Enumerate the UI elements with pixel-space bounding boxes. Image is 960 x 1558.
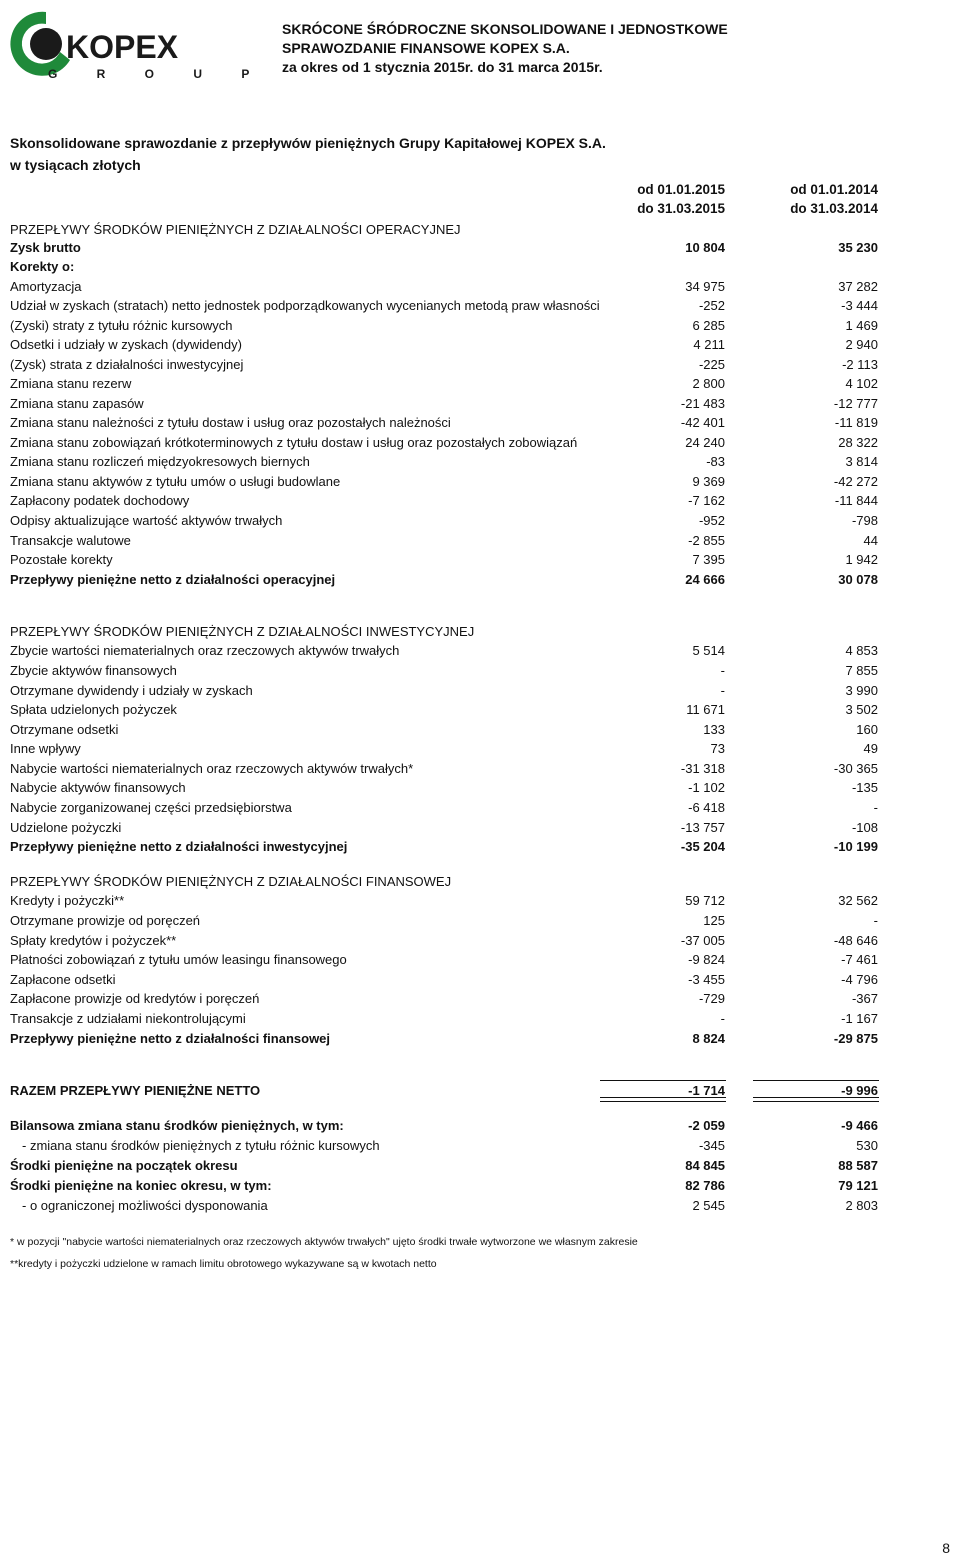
table-row (0, 355, 960, 375)
row-label: Otrzymane odsetki (10, 722, 119, 737)
table-row (0, 681, 960, 701)
row-value-2014: 1 942 (845, 552, 878, 567)
table-row (0, 759, 960, 779)
row-value-2015: 5 514 (692, 643, 725, 658)
row-value-2014: 79 121 (838, 1178, 878, 1193)
row-value-2014: -30 365 (833, 761, 878, 776)
row-label: RAZEM PRZEPŁYWY PIENIĘŻNE NETTO (10, 1083, 261, 1098)
row-label: Pozostałe korekty (10, 552, 113, 567)
table-row (0, 1029, 960, 1049)
row-value-2014: 3 990 (845, 683, 878, 698)
row-value-2014: -3 444 (841, 298, 878, 313)
table-row (0, 970, 960, 990)
row-value-2015: 11 671 (686, 702, 725, 717)
row-value-2015: - (720, 1011, 725, 1026)
row-value-2014: 30 078 (838, 572, 878, 587)
column-2015-from: od 01.01.2015 (637, 182, 725, 197)
row-value-2015: -31 318 (680, 761, 725, 776)
row-label: Zmiana stanu aktywów z tytułu umów o usługi budowlane (10, 474, 341, 489)
row-value-2014: -42 272 (833, 474, 878, 489)
row-label: PRZEPŁYWY ŚRODKÓW PIENIĘŻNYCH Z DZIAŁALNOŚCI OPERACYJNEJ (10, 222, 461, 237)
total-underline-2014 (753, 1080, 879, 1081)
table-row (0, 891, 960, 911)
table-row (0, 818, 960, 838)
row-label: Amortyzacja (10, 279, 82, 294)
row-value-2015: 4 211 (693, 337, 725, 352)
row-label: Korekty o: (10, 259, 75, 274)
total-underline-2015 (600, 1080, 726, 1081)
row-label: Środki pieniężne na początek okresu (10, 1158, 238, 1173)
row-label: Inne wpływy (10, 741, 81, 756)
row-value-2014: 7 855 (845, 663, 878, 678)
row-value-2014: -135 (851, 780, 878, 795)
row-value-2015: -6 418 (688, 800, 725, 815)
column-header-2015 (637, 180, 725, 218)
table-row (0, 238, 960, 258)
table-row (0, 661, 960, 681)
row-value-2014: 1 469 (845, 318, 878, 333)
page-number: 8 (942, 1540, 950, 1556)
table-row (0, 1136, 960, 1156)
row-value-2014: 160 (856, 722, 878, 737)
row-label: Zmiana stanu zobowiązań krótkoterminowych z tytułu dostaw i usług oraz pozostałych zobowiązań (10, 435, 578, 450)
statement-unit: w tysiącach złotych (10, 157, 141, 173)
row-value-2014: -367 (851, 991, 878, 1006)
row-value-2014: -10 199 (833, 839, 878, 854)
row-label: Zbycie aktywów finansowych (10, 663, 177, 678)
logo-sub: G R O U P (48, 67, 268, 81)
row-label: Zmiana stanu należności z tytułu dostaw i usług oraz pozostałych należności (10, 415, 451, 430)
row-label: Nabycie wartości niematerialnych oraz rzeczowych aktywów trwałych* (10, 761, 414, 776)
row-value-2015: -13 757 (680, 820, 725, 835)
row-value-2015: -42 401 (680, 415, 725, 430)
row-label: Odsetki i udziały w zyskach (dywidendy) (10, 337, 242, 352)
report-header (282, 20, 728, 77)
table-row (0, 277, 960, 297)
row-value-2014: 28 322 (838, 435, 878, 450)
column-2014-from: od 01.01.2014 (790, 182, 878, 197)
row-label: PRZEPŁYWY ŚRODKÓW PIENIĘŻNYCH Z DZIAŁALNOŚCI INWESTYCYJNEJ (10, 624, 475, 639)
table-row (0, 472, 960, 492)
row-value-2014: 2 940 (845, 337, 878, 352)
row-value-2015: 7 395 (692, 552, 725, 567)
row-value-2014: 44 (863, 533, 878, 548)
row-value-2014: -11 819 (834, 415, 878, 430)
row-value-2014: -12 777 (833, 396, 878, 411)
table-row (0, 257, 960, 277)
row-value-2014: 4 102 (845, 376, 878, 391)
table-row (0, 550, 960, 570)
row-label: Bilansowa zmiana stanu środków pieniężnych, w tym: (10, 1118, 344, 1133)
row-value-2014: 49 (863, 741, 878, 756)
row-label: Przepływy pieniężne netto z działalności finansowej (10, 1031, 331, 1046)
section-header (0, 872, 960, 892)
row-label: Spłaty kredytów i pożyczek** (10, 933, 177, 948)
table-row (0, 570, 960, 590)
section-header (0, 220, 960, 240)
row-label: Transakcje z udziałami niekontrolującymi (10, 1011, 246, 1026)
row-label: (Zysk) strata z działalności inwestycyjnej (10, 357, 244, 372)
table-row (0, 720, 960, 740)
row-value-2015: -952 (698, 513, 725, 528)
row-value-2015: -3 455 (688, 972, 725, 987)
row-label: Udzielone pożyczki (10, 820, 122, 835)
table-row (0, 641, 960, 661)
row-label: Transakcje walutowe (10, 533, 131, 548)
row-value-2014: -11 844 (834, 493, 878, 508)
row-label: Zmiana stanu rozliczeń międzyokresowych biernych (10, 454, 310, 469)
row-value-2014: - (873, 800, 878, 815)
row-value-2014: 32 562 (838, 893, 878, 908)
row-label: Otrzymane dywidendy i udziały w zyskach (10, 683, 253, 698)
row-label: Przepływy pieniężne netto z działalności inwestycyjnej (10, 839, 348, 854)
row-value-2014: -29 875 (833, 1031, 878, 1046)
section-header (0, 622, 960, 642)
row-label: Otrzymane prowizje od poręczeń (10, 913, 201, 928)
row-label: Zapłacone odsetki (10, 972, 116, 987)
row-label: - o ograniczonej możliwości dysponowania (22, 1198, 268, 1213)
table-row (0, 950, 960, 970)
table-row (0, 1176, 960, 1196)
row-value-2014: 3 814 (845, 454, 878, 469)
row-value-2015: 73 (710, 741, 725, 756)
table-row (0, 491, 960, 511)
row-label: Nabycie aktywów finansowych (10, 780, 186, 795)
table-row (0, 531, 960, 551)
row-value-2015: 2 800 (692, 376, 725, 391)
row-value-2014: 4 853 (845, 643, 878, 658)
row-label: Zapłacone prowizje od kredytów i poręczeń (10, 991, 260, 1006)
row-value-2015: 8 824 (692, 1031, 725, 1046)
logo-graphic (8, 8, 268, 81)
statement-title-block (10, 132, 606, 176)
row-value-2014: -108 (851, 820, 878, 835)
row-value-2015: 125 (703, 913, 725, 928)
row-value-2015: -1 714 (688, 1083, 725, 1098)
row-label: Spłata udzielonych pożyczek (10, 702, 177, 717)
row-label: Udział w zyskach (stratach) netto jednostek podporządkowanych wycenianych metodą praw własności (10, 298, 600, 313)
row-label: PRZEPŁYWY ŚRODKÓW PIENIĘŻNYCH Z DZIAŁALNOŚCI FINANSOWEJ (10, 874, 452, 889)
row-label: Kredyty i pożyczki** (10, 893, 125, 908)
table-row (0, 296, 960, 316)
table-row (0, 778, 960, 798)
table-row (0, 739, 960, 759)
table-row (0, 1196, 960, 1216)
total-double-underline-2014 (753, 1097, 879, 1102)
statement-title: Skonsolidowane sprawozdanie z przepływów pieniężnych Grupy Kapitałowej KOPEX S.A. (10, 135, 606, 151)
table-row (0, 837, 960, 857)
row-value-2015: - (720, 663, 725, 678)
row-value-2015: -345 (698, 1138, 725, 1153)
row-label: (Zyski) straty z tytułu różnic kursowych (10, 318, 233, 333)
row-value-2015: 10 804 (685, 240, 725, 255)
row-value-2015: 24 666 (685, 572, 725, 587)
column-header-2014 (790, 180, 878, 218)
table-row (0, 511, 960, 531)
kopex-group-logo (8, 8, 268, 81)
row-value-2015: 82 786 (685, 1178, 725, 1193)
row-value-2015: -1 102 (688, 780, 725, 795)
row-label: Zysk brutto (10, 240, 81, 255)
row-value-2015: -729 (698, 991, 725, 1006)
row-value-2014: -1 167 (841, 1011, 878, 1026)
row-value-2015: 6 285 (692, 318, 725, 333)
row-label: Płatności zobowiązań z tytułu umów leasingu finansowego (10, 952, 347, 967)
row-label: Zapłacony podatek dochodowy (10, 493, 190, 508)
row-value-2014: -9 996 (841, 1083, 878, 1098)
row-label: Zmiana stanu rezerw (10, 376, 132, 391)
row-label: Odpisy aktualizujące wartość aktywów trwałych (10, 513, 283, 528)
row-value-2015: -83 (706, 454, 725, 469)
row-value-2015: 24 240 (685, 435, 725, 450)
row-value-2015: 59 712 (685, 893, 725, 908)
table-row (0, 335, 960, 355)
row-value-2015: -252 (698, 298, 725, 313)
footnote-2: **kredyty i pożyczki udzielone w ramach limitu obrotowego wykazywane są w kwotach netto (10, 1258, 437, 1270)
table-row (0, 700, 960, 720)
row-value-2014: 37 282 (838, 279, 878, 294)
row-value-2014: -9 466 (841, 1118, 878, 1133)
row-value-2014: -798 (851, 513, 878, 528)
row-value-2015: -9 824 (688, 952, 725, 967)
row-value-2015: -21 483 (680, 396, 725, 411)
row-value-2014: -7 461 (841, 952, 878, 967)
row-value-2015: 9 369 (692, 474, 725, 489)
row-value-2015: -2 855 (688, 533, 725, 548)
row-value-2015: -2 059 (688, 1118, 725, 1133)
footnote-1: * w pozycji "nabycie wartości niematerialnych oraz rzeczowych aktywów trwałych" ujęto środki trwałe wytworzone we własnym zakresie (10, 1236, 638, 1248)
row-value-2014: -4 796 (841, 972, 878, 987)
table-row (0, 413, 960, 433)
table-row (0, 433, 960, 453)
row-value-2015: - (720, 683, 725, 698)
row-value-2014: -48 646 (833, 933, 878, 948)
row-value-2014: 88 587 (838, 1158, 878, 1173)
table-row (0, 911, 960, 931)
column-2015-to: do 31.03.2015 (637, 201, 725, 216)
logo-word: KOPEX (66, 29, 179, 65)
row-value-2015: 84 845 (685, 1158, 725, 1173)
row-value-2014: 530 (856, 1138, 878, 1153)
row-value-2015: -35 204 (680, 839, 725, 854)
row-value-2014: 2 803 (845, 1198, 878, 1213)
table-row (0, 394, 960, 414)
table-row (0, 989, 960, 1009)
table-row (0, 931, 960, 951)
row-value-2015: 133 (703, 722, 725, 737)
row-label: - zmiana stanu środków pieniężnych z tytułu różnic kursowych (22, 1138, 380, 1153)
row-value-2015: 34 975 (685, 279, 725, 294)
row-value-2014: 35 230 (838, 240, 878, 255)
row-label: Środki pieniężne na koniec okresu, w tym: (10, 1178, 272, 1193)
row-value-2015: -7 162 (688, 493, 725, 508)
header-line-1: SKRÓCONE ŚRÓDROCZNE SKONSOLIDOWANE I JEDNOSTKOWE (282, 21, 728, 37)
row-value-2015: -225 (698, 357, 725, 372)
table-row (0, 1156, 960, 1176)
row-label: Zmiana stanu zapasów (10, 396, 144, 411)
total-double-underline-2015 (600, 1097, 726, 1102)
table-row (0, 798, 960, 818)
row-label: Nabycie zorganizowanej części przedsiębiorstwa (10, 800, 292, 815)
row-value-2014: 3 502 (845, 702, 878, 717)
row-label: Zbycie wartości niematerialnych oraz rzeczowych aktywów trwałych (10, 643, 400, 658)
table-row (0, 316, 960, 336)
table-row (0, 1116, 960, 1136)
table-row (0, 452, 960, 472)
row-value-2014: - (873, 913, 878, 928)
column-2014-to: do 31.03.2014 (790, 201, 878, 216)
header-line-2: SPRAWOZDANIE FINANSOWE KOPEX S.A. (282, 40, 570, 56)
row-value-2015: -37 005 (680, 933, 725, 948)
row-label: Przepływy pieniężne netto z działalności operacyjnej (10, 572, 336, 587)
row-value-2015: 2 545 (692, 1198, 725, 1213)
table-row (0, 1009, 960, 1029)
row-value-2014: -2 113 (842, 357, 878, 372)
table-row (0, 374, 960, 394)
header-line-3: za okres od 1 stycznia 2015r. do 31 marca 2015r. (282, 59, 603, 75)
